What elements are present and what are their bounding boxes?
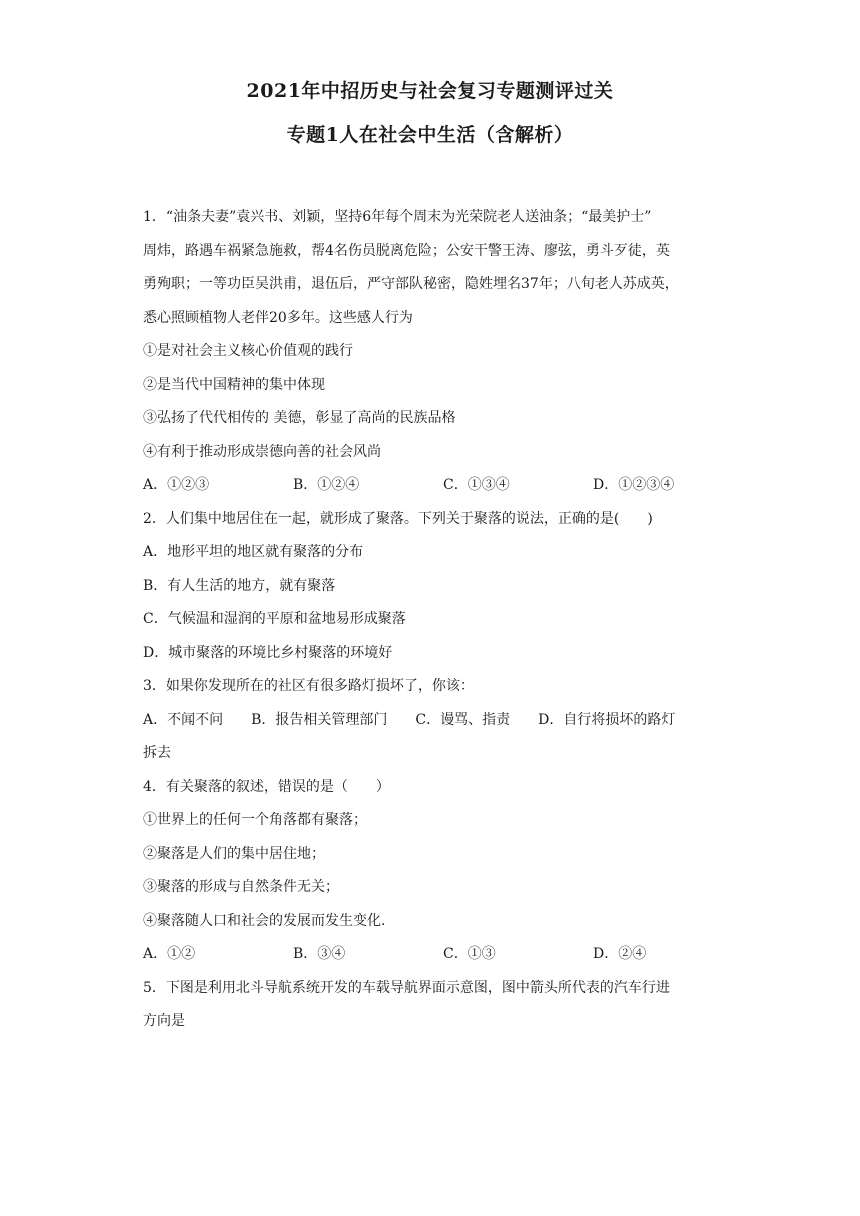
question-4-statement: ④聚落随人口和社会的发展而发生变化. <box>143 912 386 929</box>
question-1-stem-line: 勇殉职；一等功臣吴洪甫，退伍后，严守部队秘密，隐姓埋名37年；八旬老人苏成英， <box>143 276 679 292</box>
question-5-stem-line: 5．下图是利用北斗导航系统开发的车载导航界面示意图，图中箭头所代表的汽车行进 <box>143 979 670 996</box>
question-2-option-b: B．有人生活的地方，就有聚落 <box>143 577 336 594</box>
question-3-option-b: B．报告相关管理部门 <box>251 711 388 728</box>
question-5 <box>143 972 723 1039</box>
question-4-option-d: D．②④ <box>593 946 647 962</box>
question-1-option-b: B．①②④ <box>293 477 360 493</box>
question-3-options <box>143 704 723 738</box>
question-1-stem-line: 周炜，路遇车祸紧急施救，帮4名伤员脱离危险；公安干警王涛、廖弦，勇斗歹徒，英 <box>143 242 670 259</box>
question-1-stem-line: 悉心照顾植物人老伴20多年。这些感人行为 <box>143 309 413 326</box>
question-2-stem: 2．人们集中地居住在一起，就形成了聚落。下列关于聚落的说法，正确的是( ) <box>143 510 653 527</box>
question-4-statement: ②聚落是人们的集中居住地； <box>143 845 325 862</box>
question-4-statement: ①世界上的任何一个角落都有聚落； <box>143 812 367 828</box>
question-1-stem-line: 1．“油条夫妻”袁兴书、刘颖，坚持6年每个周末为光荣院老人送油条；“最美护士” <box>143 209 652 225</box>
question-1-option-c: C．①③④ <box>443 477 510 493</box>
question-3-option-d: D．自行将损坏的路灯 <box>538 711 676 728</box>
question-3-option-d-wrap: 拆去 <box>143 745 171 761</box>
question-4-stem: 4．有关聚落的叙述，错误的是（ ） <box>143 778 390 795</box>
question-1-option-a: A．①②③ <box>143 477 210 493</box>
question-3 <box>143 670 723 771</box>
question-1 <box>143 201 723 503</box>
question-4-option-b: B．③④ <box>293 946 346 962</box>
document-title: 2021年中招历史与社会复习专题测评过关 <box>246 80 614 102</box>
question-2 <box>143 503 723 671</box>
question-4-statement: ③聚落的形成与自然条件无关； <box>143 879 339 895</box>
question-3-option-a: A．不闻不问 <box>143 711 224 728</box>
question-1-statement: ③弘扬了代代相传的 美德，彰显了高尚的民族品格 <box>143 410 456 426</box>
question-1-statement: ④有利于推动形成崇德向善的社会风尚 <box>143 443 381 460</box>
question-2-option-c: C．气候温和湿润的平原和盆地易形成聚落 <box>143 611 406 627</box>
question-4-options <box>143 938 723 972</box>
question-2-option-a: A．地形平坦的地区就有聚落的分布 <box>143 544 364 560</box>
question-3-stem: 3．如果你发现所在的社区有很多路灯损坏了，你该： <box>143 678 474 694</box>
question-1-statement: ②是当代中国精神的集中体现 <box>143 376 325 393</box>
document-subtitle: 专题1人在社会中生活（含解析） <box>286 124 574 146</box>
question-3-option-c: C．谩骂、指责 <box>415 711 511 728</box>
question-4-option-a: A．①② <box>143 946 196 962</box>
question-list <box>143 201 723 1039</box>
question-2-option-d: D．城市聚落的环境比乡村聚落的环境好 <box>143 644 393 661</box>
question-4-option-c: C．①③ <box>443 946 496 962</box>
question-4 <box>143 771 723 972</box>
question-1-statement: ①是对社会主义核心价值观的践行 <box>143 343 353 359</box>
question-1-option-d: D．①②③④ <box>593 477 675 493</box>
question-5-stem-line: 方向是 <box>143 1013 185 1029</box>
question-1-options <box>143 469 723 503</box>
